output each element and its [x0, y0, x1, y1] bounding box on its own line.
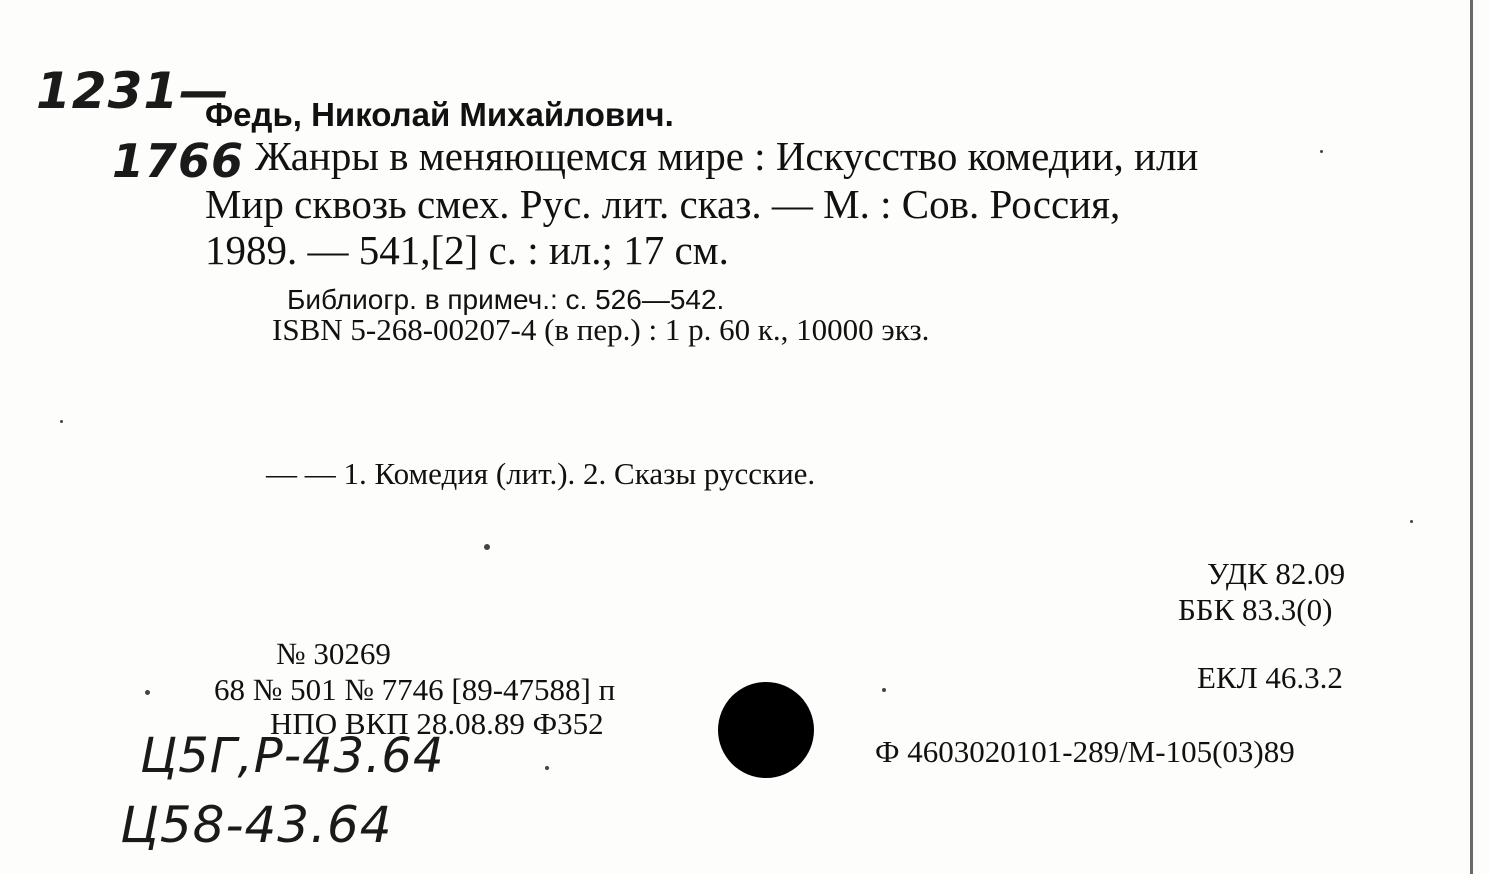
handwritten-range-top: 1231—	[36, 62, 231, 120]
bbk-code: ББК 83.3(0)	[1178, 592, 1333, 627]
ink-blot	[718, 682, 814, 778]
title-line-2: Мир сквозь смех. Рус. лит. сказ. — М. : Сов. Россия,	[205, 181, 1121, 227]
isbn-line: ISBN 5-268-00207-4 (в пер.) : 1 р. 60 к., 10000 экз.	[272, 312, 930, 347]
speck	[545, 766, 549, 770]
title-line-3: 1989. — 541,[2] с. : ил.; 17 см.	[205, 227, 729, 273]
speck	[484, 544, 490, 550]
order-line: 68 № 501 № 7746 [89-47588] п	[214, 672, 616, 707]
speck	[1320, 150, 1323, 153]
f-code: Ф 4603020101-289/М-105(03)89	[875, 734, 1295, 769]
speck	[882, 688, 886, 692]
udk-code: УДК 82.09	[1207, 556, 1346, 591]
publisher-line: НПО ВКП 28.08.89 Ф352	[270, 706, 604, 741]
card-edge	[1470, 0, 1473, 874]
handwritten-code-2: Ц58-43.64	[120, 796, 393, 854]
ekl-code: ЕКЛ 46.3.2	[1197, 660, 1343, 695]
title-line-1: Жанры в меняющемся мире : Искусство комедии, или	[255, 133, 1199, 179]
speck	[1410, 520, 1413, 523]
subject-headings: — — 1. Комедия (лит.). 2. Сказы русские.	[266, 456, 816, 491]
card-number: № 30269	[276, 636, 391, 671]
speck	[145, 690, 150, 695]
handwritten-code-1: Ц5Г,Р-43.64	[140, 728, 445, 784]
speck	[60, 420, 63, 423]
author: Федь, Николай Михайлович.	[205, 96, 674, 133]
handwritten-range-bottom: 1766	[112, 134, 245, 188]
bibliography-note: Библиогр. в примеч.: с. 526—542.	[287, 284, 725, 315]
